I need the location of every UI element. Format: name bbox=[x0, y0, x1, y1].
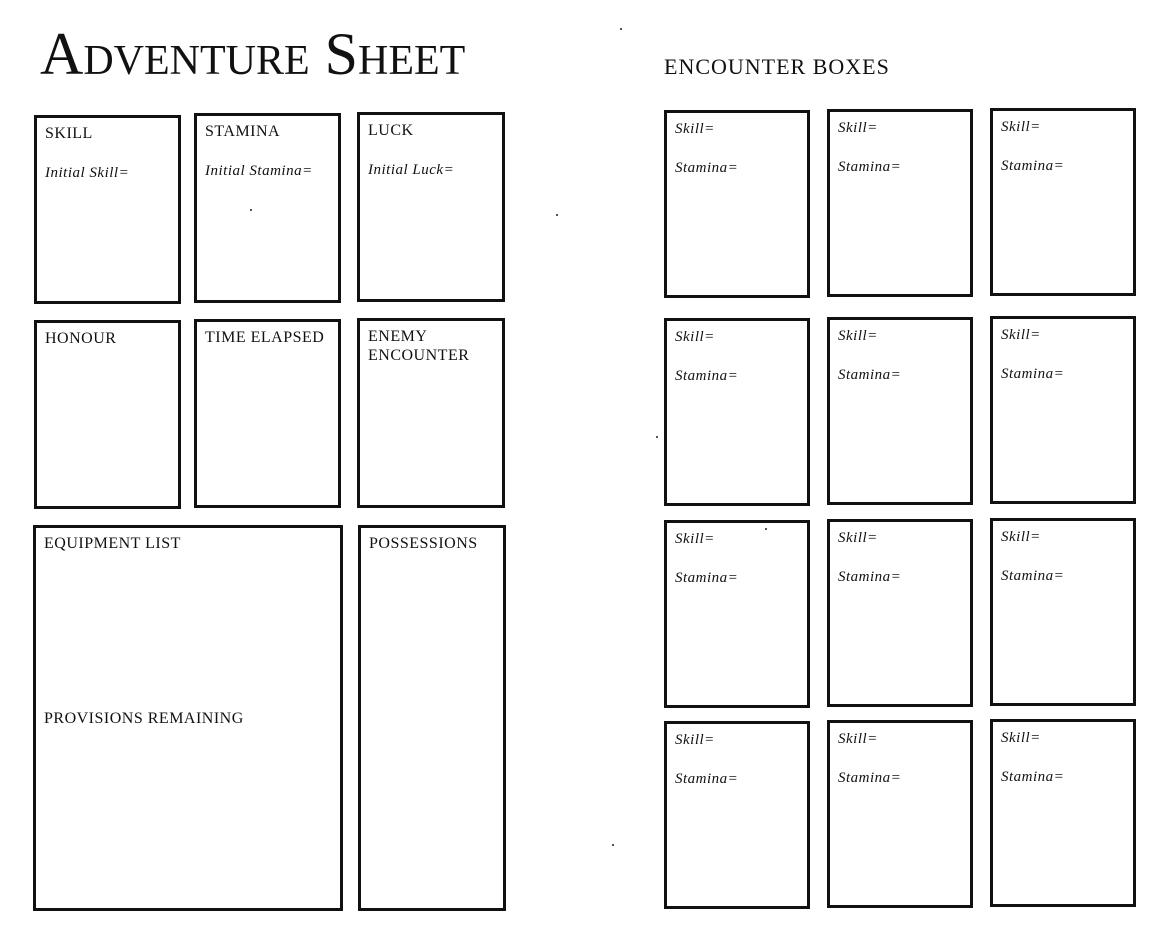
encounter-stamina-label: Stamina= bbox=[675, 771, 739, 787]
encounter-skill-label: Skill= bbox=[675, 531, 715, 547]
encounter-box[interactable] bbox=[827, 720, 973, 908]
encounter-box[interactable] bbox=[827, 109, 973, 297]
encounter-skill-label: Skill= bbox=[1001, 119, 1041, 135]
scan-speck bbox=[620, 28, 622, 30]
encounter-skill-label: Skill= bbox=[838, 328, 878, 344]
encounter-box[interactable] bbox=[990, 518, 1136, 706]
encounter-stamina-label: Stamina= bbox=[838, 569, 902, 585]
equipment-list-label: EQUIPMENT LIST bbox=[44, 535, 181, 552]
provisions-remaining-label: PROVISIONS REMAINING bbox=[44, 710, 244, 727]
encounter-stamina-label: Stamina= bbox=[838, 367, 902, 383]
skill-label: SKILL bbox=[45, 125, 93, 142]
encounter-box[interactable] bbox=[990, 108, 1136, 296]
encounter-skill-label: Skill= bbox=[838, 731, 878, 747]
enemy-encounter-label: ENEMY ENCOUNTER bbox=[368, 328, 470, 364]
encounter-boxes-title: ENCOUNTER BOXES bbox=[664, 54, 890, 79]
encounter-stamina-label: Stamina= bbox=[1001, 769, 1065, 785]
encounter-box[interactable] bbox=[664, 110, 810, 298]
encounter-skill-label: Skill= bbox=[1001, 529, 1041, 545]
honour-label: HONOUR bbox=[45, 330, 117, 347]
encounter-skill-label: Skill= bbox=[675, 329, 715, 345]
encounter-box[interactable] bbox=[664, 721, 810, 909]
skill-box[interactable] bbox=[34, 115, 181, 304]
stamina-box[interactable] bbox=[194, 113, 341, 303]
encounter-skill-label: Skill= bbox=[838, 120, 878, 136]
scan-speck bbox=[250, 209, 252, 211]
encounter-box[interactable] bbox=[664, 520, 810, 708]
encounter-skill-label: Skill= bbox=[1001, 327, 1041, 343]
scan-speck bbox=[556, 214, 558, 216]
time-elapsed-box[interactable] bbox=[194, 319, 341, 508]
initial-luck-label: Initial Luck= bbox=[368, 162, 455, 178]
encounter-box[interactable] bbox=[664, 318, 810, 506]
time-elapsed-label: TIME ELAPSED bbox=[205, 329, 325, 346]
encounter-stamina-label: Stamina= bbox=[838, 770, 902, 786]
equipment-list-box[interactable] bbox=[33, 525, 343, 911]
encounter-stamina-label: Stamina= bbox=[1001, 158, 1065, 174]
encounter-box[interactable] bbox=[990, 316, 1136, 504]
scan-speck bbox=[765, 528, 767, 530]
adventure-sheet-title: Adventure Sheet bbox=[40, 21, 466, 87]
encounter-skill-label: Skill= bbox=[1001, 730, 1041, 746]
encounter-stamina-label: Stamina= bbox=[675, 368, 739, 384]
encounter-stamina-label: Stamina= bbox=[1001, 568, 1065, 584]
luck-label: LUCK bbox=[368, 122, 414, 139]
encounter-box[interactable] bbox=[990, 719, 1136, 907]
encounter-box[interactable] bbox=[827, 317, 973, 505]
scan-speck bbox=[656, 436, 658, 438]
encounter-skill-label: Skill= bbox=[838, 530, 878, 546]
encounter-stamina-label: Stamina= bbox=[838, 159, 902, 175]
possessions-box[interactable] bbox=[358, 525, 506, 911]
possessions-label: POSSESSIONS bbox=[369, 535, 478, 552]
encounter-stamina-label: Stamina= bbox=[1001, 366, 1065, 382]
scan-speck bbox=[612, 844, 614, 846]
encounter-stamina-label: Stamina= bbox=[675, 160, 739, 176]
encounter-box[interactable] bbox=[827, 519, 973, 707]
initial-stamina-label: Initial Stamina= bbox=[205, 163, 313, 179]
initial-skill-label: Initial Skill= bbox=[45, 165, 130, 181]
encounter-stamina-label: Stamina= bbox=[675, 570, 739, 586]
enemy-encounter-box[interactable] bbox=[357, 318, 505, 508]
honour-box[interactable] bbox=[34, 320, 181, 509]
encounter-skill-label: Skill= bbox=[675, 732, 715, 748]
encounter-skill-label: Skill= bbox=[675, 121, 715, 137]
stamina-label: STAMINA bbox=[205, 123, 281, 140]
luck-box[interactable] bbox=[357, 112, 505, 302]
